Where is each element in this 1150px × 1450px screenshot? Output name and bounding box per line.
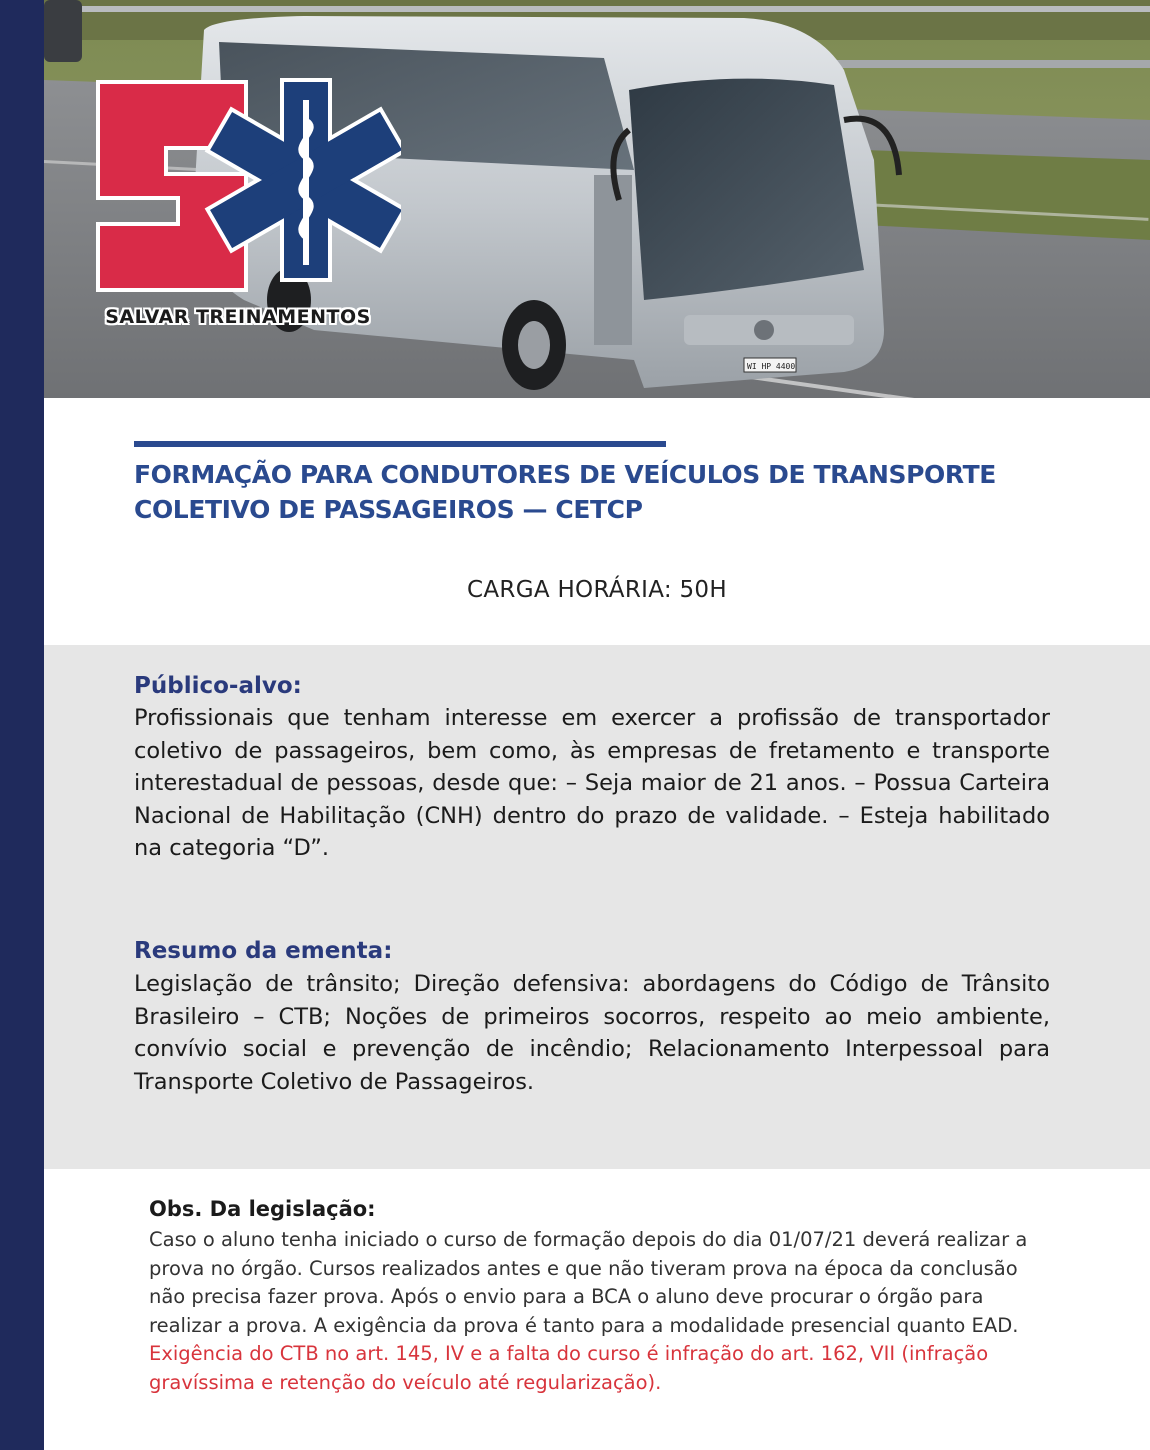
logo xyxy=(96,78,401,338)
hero-bus-image xyxy=(44,0,1150,398)
course-title: FORMAÇÃO PARA CONDUTORES DE VEÍCULOS DE TRANSPORTE COLETIVO DE PASSAGEIROS — CETCP xyxy=(134,460,996,524)
legislation-warning: Exigência do CTB no art. 145, IV e a falta do curso é infração do art. 162, VII (infração gravíssima e retenção do veículo até regularização). xyxy=(149,1342,989,1394)
legislation-heading: Obs. Da legislação: xyxy=(149,1197,376,1221)
target-audience-heading: Público-alvo: xyxy=(134,673,302,699)
left-accent-bar xyxy=(0,0,44,1450)
title-rule xyxy=(134,441,666,447)
target-audience-text: Profissionais que tenham interesse em exercer a profissão de transportador coletivo de passageiros, bem como, às empresas de fretamento e transporte interestadual de pessoas, desde que: – Seja maior de 21 anos. – Possua Carteira Nacional de Habilitação (CNH) dentro do prazo de validade. – Esteja habilitado na categoria “D”. xyxy=(134,705,1050,862)
course-workload: CARGA HORÁRIA: 50H xyxy=(467,577,727,603)
syllabus-text: Legislação de trânsito; Direção defensiva: abordagens do Código de Trânsito Brasileiro – CTB; Noções de primeiros socorros, respeito ao meio ambiente, convívio social e prevenção de incêndio; Relacionamento Interpessoal para Transporte Coletivo de Passageiros. xyxy=(134,971,1050,1095)
syllabus-heading: Resumo da ementa: xyxy=(134,938,393,964)
logo-s-letter xyxy=(98,82,246,290)
legislation-note: Caso o aluno tenha iniciado o curso de formação depois do dia 01/07/21 deverá realizar a prova no órgão. Cursos realizados antes e que não tiveram prova na época da conclusão não precisa fazer prova. Após o envio para a BCA o aluno deve procurar o órgão para realizar a prova. A exigência da prova é tanto para a modalidade presencial quanto EAD. xyxy=(149,1228,1028,1337)
logo-text: SALVAR TREINAMENTOS xyxy=(105,306,371,328)
bus-plate: WI HP 4400 xyxy=(747,362,796,371)
legislation-text xyxy=(149,1226,1029,1398)
